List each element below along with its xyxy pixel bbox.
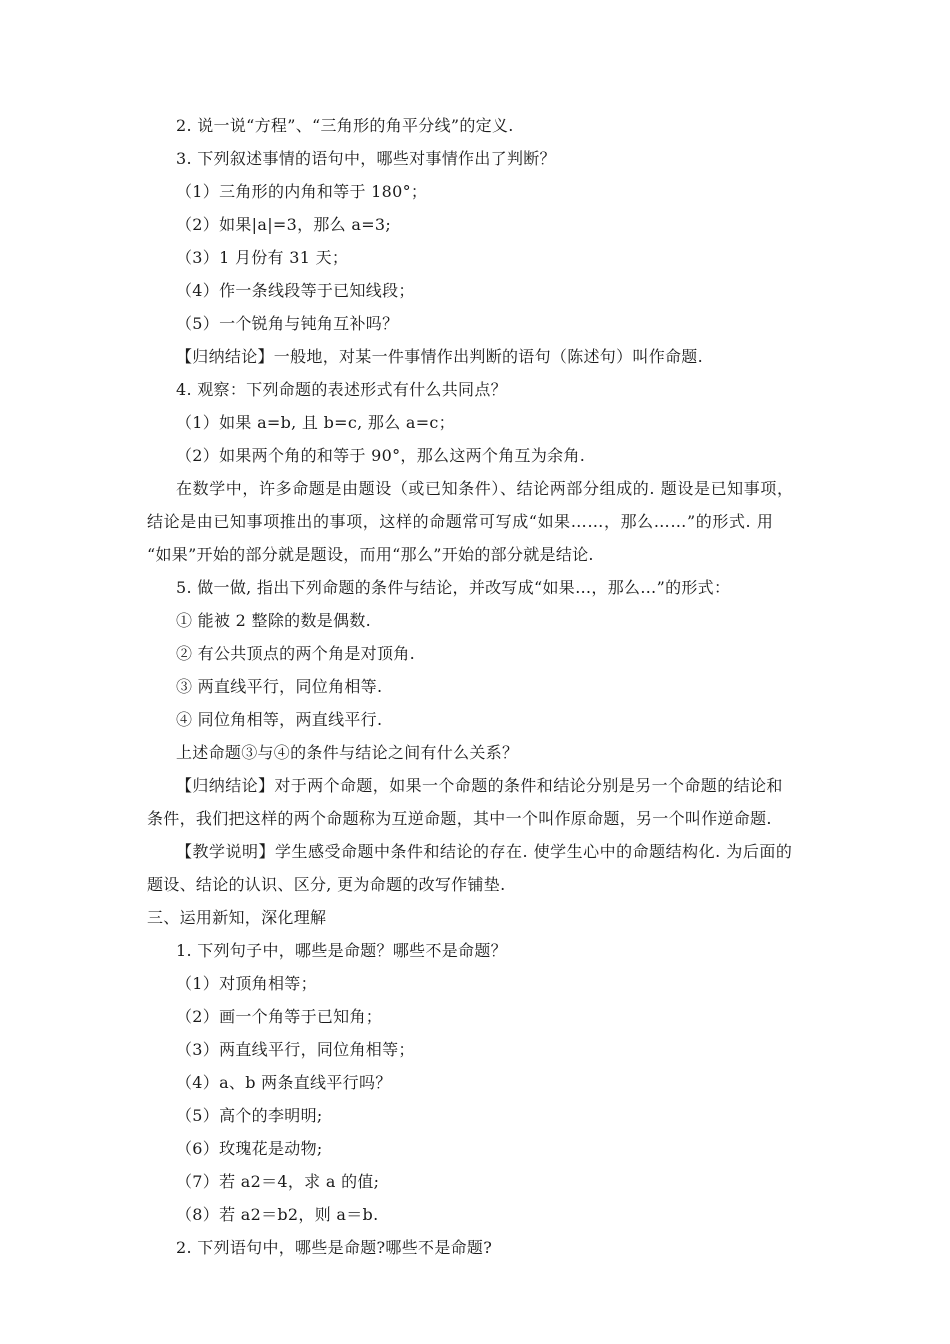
teaching-note-line-2: 题设、结论的认识、区分, 更为命题的改写作铺垫. bbox=[147, 875, 506, 894]
section-3-heading: 三、运用新知，深化理解 bbox=[147, 908, 327, 927]
q3-item-4: （4）作一条线段等于已知线段； bbox=[176, 281, 415, 300]
q3-item-2: （2）如果|a|=3，那么 a=3; bbox=[176, 215, 392, 234]
q5-item-3: ③ 两直线平行，同位角相等. bbox=[176, 677, 383, 696]
ex1-item-2: （2）画一个角等于已知角； bbox=[176, 1007, 383, 1026]
q5-followup: 上述命题③与④的条件与结论之间有什么关系？ bbox=[176, 743, 519, 762]
question-2: 2. 说一说“方程”、“三角形的角平分线”的定义. bbox=[176, 116, 514, 135]
exercise-1: 1. 下列句子中，哪些是命题？哪些不是命题？ bbox=[176, 941, 507, 960]
q3-item-3: （3）1 月份有 31 天； bbox=[176, 248, 349, 267]
exercise-2: 2. 下列语句中，哪些是命题?哪些不是命题? bbox=[176, 1238, 493, 1257]
ex1-item-3: （3）两直线平行，同位角相等； bbox=[176, 1040, 415, 1059]
conclusion-1: 【归纳结论】一般地，对某一件事情作出判断的语句（陈述句）叫作命题. bbox=[176, 347, 703, 366]
q4-item-1: （1）如果 a=b, 且 b=c, 那么 a=c； bbox=[176, 413, 455, 432]
paragraph-line-1: 在数学中，许多命题是由题设（或已知条件）、结论两部分组成的. 题设是已知事项， bbox=[176, 479, 794, 498]
paragraph-line-2: 结论是由已知事项推出的事项，这样的命题常可写成“如果……，那么……”的形式. 用 bbox=[147, 512, 774, 531]
question-3: 3. 下列叙述事情的语句中，哪些对事情作出了判断？ bbox=[176, 149, 556, 168]
question-4: 4. 观察：下列命题的表述形式有什么共同点？ bbox=[176, 380, 507, 399]
ex1-item-8: （8）若 a2＝b2，则 a＝b. bbox=[176, 1205, 379, 1224]
conclusion-2-line-2: 条件，我们把这样的两个命题称为互逆命题，其中一个叫作原命题，另一个叫作逆命题. bbox=[147, 809, 772, 828]
paragraph-line-3: “如果”开始的部分就是题设，而用“那么”开始的部分就是结论. bbox=[147, 545, 594, 564]
q3-item-5: （5）一个锐角与钝角互补吗？ bbox=[176, 314, 399, 333]
q3-item-1: （1）三角形的内角和等于 180°； bbox=[176, 182, 428, 201]
ex1-item-7: （7）若 a2＝4，求 a 的值; bbox=[176, 1172, 380, 1191]
ex1-item-1: （1）对顶角相等； bbox=[176, 974, 317, 993]
q5-item-4: ④ 同位角相等，两直线平行. bbox=[176, 710, 383, 729]
ex1-item-4: （4）a、b 两条直线平行吗？ bbox=[176, 1073, 392, 1092]
teaching-note-line-1: 【教学说明】学生感受命题中条件和结论的存在. 使学生心中的命题结构化. 为后面的 bbox=[176, 842, 793, 861]
q4-item-2: （2）如果两个角的和等于 90°，那么这两个角互为余角. bbox=[176, 446, 586, 465]
conclusion-2-line-1: 【归纳结论】对于两个命题，如果一个命题的条件和结论分别是另一个命题的结论和 bbox=[176, 776, 783, 795]
q5-item-1: ① 能被 2 整除的数是偶数. bbox=[176, 611, 372, 630]
ex1-item-6: （6）玫瑰花是动物; bbox=[176, 1139, 323, 1158]
q5-item-2: ② 有公共顶点的两个角是对顶角. bbox=[176, 644, 415, 663]
ex1-item-5: （5）高个的李明明; bbox=[176, 1106, 323, 1125]
question-5: 5. 做一做, 指出下列命题的条件与结论，并改写成“如果…，那么…”的形式： bbox=[176, 578, 731, 597]
